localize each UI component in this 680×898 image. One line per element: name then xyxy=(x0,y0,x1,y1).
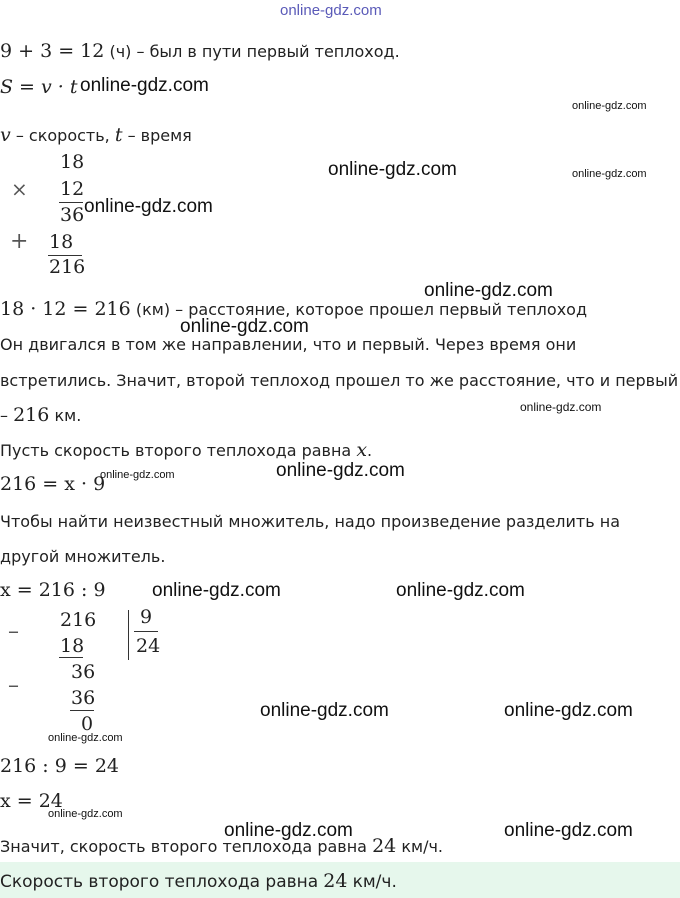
watermark: online-gdz.com xyxy=(80,75,209,96)
paragraph-line: другой множитель. xyxy=(0,547,166,566)
plus-sign: + xyxy=(10,229,29,254)
remainder-final: 0 xyxy=(81,713,94,735)
watermark: online-gdz.com xyxy=(504,820,633,841)
watermark-small: online-gdz.com xyxy=(572,100,647,112)
conclusion-value: 24 xyxy=(372,835,397,857)
var-x: x xyxy=(356,439,368,461)
times-sign: × xyxy=(11,177,28,201)
watermark-small: online-gdz.com xyxy=(48,732,123,744)
dash: – xyxy=(0,406,8,425)
distance-value: 216 xyxy=(13,404,50,426)
distance-text: (км) – расстояние, которое прошел первый теплоход xyxy=(135,300,588,319)
var-t: t xyxy=(114,124,123,146)
divisor-underline xyxy=(134,631,158,632)
watermark-small: online-gdz.com xyxy=(48,808,123,820)
paragraph-line: встретились. Значит, второй теплоход прошел то же расстояние, что и первый xyxy=(0,371,679,390)
x-result: x = 24 xyxy=(0,790,63,812)
x-expression: x = 216 : 9 xyxy=(0,579,106,601)
subtrahend-2: 36 xyxy=(71,687,96,709)
remainder-1: 36 xyxy=(71,661,96,683)
answer-unit: км/ч. xyxy=(352,872,397,892)
paragraph-line: Чтобы найти неизвестный множитель, надо произведение разделить на xyxy=(0,512,621,531)
mult-partial-2: 18 xyxy=(49,231,74,253)
mult-operand-a: 18 xyxy=(60,151,85,173)
divisor: 9 xyxy=(140,606,153,628)
answer-box xyxy=(0,862,680,898)
legend-time: – время xyxy=(127,126,192,145)
answer-line xyxy=(0,870,397,892)
watermark-small: online-gdz.com xyxy=(100,469,175,481)
answer-text: Скорость второго теплохода равна xyxy=(0,872,319,892)
watermark: online-gdz.com xyxy=(152,580,281,601)
answer-value: 24 xyxy=(323,870,348,892)
mult-operand-b: 12 xyxy=(60,178,85,200)
minus-sign: – xyxy=(8,619,19,644)
paragraph-line: Он двигался в том же направлении, что и первый. Через время они xyxy=(0,335,577,354)
sub2-underline xyxy=(70,710,94,711)
period: . xyxy=(367,441,373,460)
watermark: online-gdz.com xyxy=(328,159,457,180)
conclusion-text: Значит, скорость второго теплохода равна xyxy=(0,837,367,856)
quotient: 24 xyxy=(136,635,161,657)
division-bar xyxy=(128,610,129,660)
paragraph-line xyxy=(0,404,81,426)
let-statement xyxy=(0,439,372,461)
watermark: online-gdz.com xyxy=(180,316,309,337)
unit: км. xyxy=(54,406,82,425)
sub1-underline xyxy=(59,657,83,658)
subtrahend-1: 18 xyxy=(60,635,85,657)
watermark-small: online-gdz.com xyxy=(520,400,602,414)
watermark: online-gdz.com xyxy=(224,820,353,841)
minus-sign: – xyxy=(8,673,19,698)
distance-math: 18 · 12 = 216 xyxy=(0,298,131,320)
line-travel-time xyxy=(0,40,400,62)
var-v: v xyxy=(0,124,11,146)
mult-underline xyxy=(59,202,83,203)
watermark: online-gdz.com xyxy=(84,196,213,217)
conclusion xyxy=(0,835,443,857)
conclusion-unit: км/ч. xyxy=(401,837,444,856)
watermark-small: online-gdz.com xyxy=(572,168,647,180)
distance-formula: S = v · t xyxy=(0,76,78,98)
travel-time-text: (ч) – был в пути первый теплоход. xyxy=(109,42,400,61)
variable-legend xyxy=(0,124,192,146)
travel-time-math: 9 + 3 = 12 xyxy=(0,40,105,62)
let-text: Пусть скорость второго теплохода равна xyxy=(0,441,352,460)
watermark: online-gdz.com xyxy=(260,700,389,721)
dividend: 216 xyxy=(60,609,97,631)
equation: 216 = x · 9 xyxy=(0,473,106,495)
mult-partial: 36 xyxy=(60,204,85,226)
legend-speed: – скорость, xyxy=(15,126,110,145)
watermark-top: online-gdz.com xyxy=(280,2,382,19)
mult-result: 216 xyxy=(49,256,86,278)
watermark: online-gdz.com xyxy=(396,580,525,601)
watermark: online-gdz.com xyxy=(504,700,633,721)
watermark: online-gdz.com xyxy=(276,460,405,481)
division-result: 216 : 9 = 24 xyxy=(0,755,120,777)
watermark: online-gdz.com xyxy=(424,280,553,301)
